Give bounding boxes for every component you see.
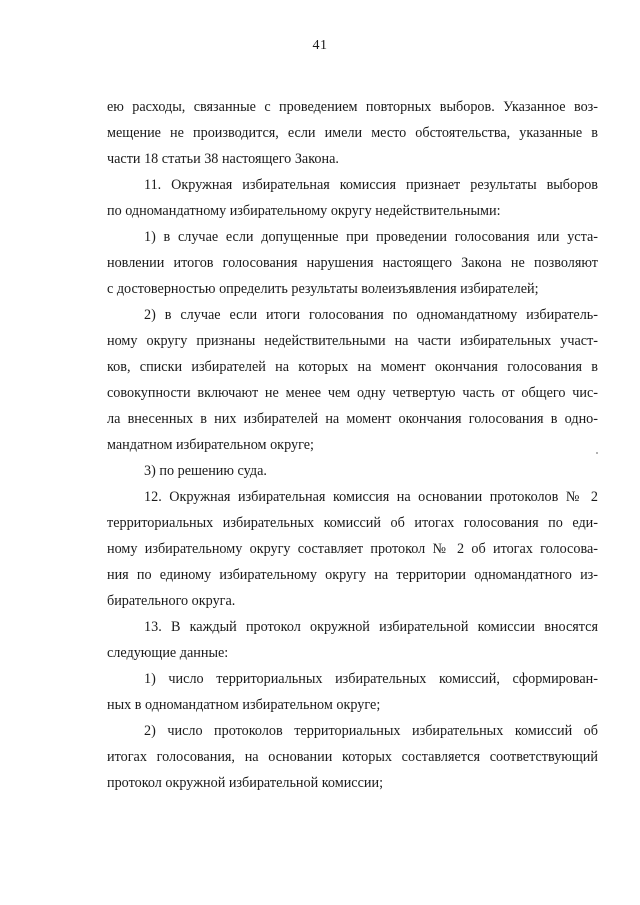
text-line: новлении итогов голосования нарушения настоящего Закона не позволяют xyxy=(107,255,598,271)
text-line: протокол окружной избирательной комиссии; xyxy=(107,775,384,791)
text-line: ею расходы, связанные с проведением повторных выборов. Указанное воз- xyxy=(107,99,598,115)
text-line: ному избирательному округу составляет протокол № 2 об итогах голосова- xyxy=(107,541,598,557)
text-line: по одномандатному избирательному округу недействительными: xyxy=(107,203,501,219)
text-line: 1) в случае если допущенные при проведении голосования или уста- xyxy=(144,229,598,245)
text-line: части 18 статьи 38 настоящего Закона. xyxy=(107,151,339,167)
text-line: территориальных избирательных комиссий об итогах голосования по еди- xyxy=(107,515,598,531)
text-line: мандатном избирательном округе; xyxy=(107,437,314,453)
text-line: ков, списки избирателей на которых на момент окончания голосования в xyxy=(107,359,598,375)
text-line: следующие данные: xyxy=(107,645,229,661)
text-line: 12. Окружная избирательная комиссия на основании протоколов № 2 xyxy=(144,489,598,505)
text-line: 2) число протоколов территориальных избирательных комиссий об xyxy=(144,723,598,739)
text-line: 1) число территориальных избирательных комиссий, сформирован- xyxy=(144,671,598,687)
text-line: 13. В каждый протокол окружной избирательной комиссии вносятся xyxy=(144,619,598,635)
text-line: итогах голосования, на основании которых составляется соответствующий xyxy=(107,749,598,765)
text-line: совокупности включают не менее чем одну четвертую часть от общего чис- xyxy=(107,385,598,401)
text-line: ла внесенных в них избирателей на момент окончания голосования в одно- xyxy=(107,411,598,427)
scan-speck xyxy=(596,452,598,454)
text-line: ния по единому избирательному округу на территории одномандатного из- xyxy=(107,567,598,583)
text-line: 3) по решению суда. xyxy=(144,463,267,479)
text-line: ному округу признаны недействительными на части избирательных участ- xyxy=(107,333,598,349)
text-line: 11. Окружная избирательная комиссия признает результаты выборов xyxy=(144,177,598,193)
text-line: мещение не производится, если имели место обстоятельства, указанные в xyxy=(107,125,598,141)
body-text xyxy=(107,94,598,796)
text-line: бирательного округа. xyxy=(107,593,236,609)
page-number: 41 xyxy=(312,38,328,53)
text-line: 2) в случае если итоги голосования по одномандатному избиратель- xyxy=(144,307,598,323)
text-line: ных в одномандатном избирательном округе; xyxy=(107,697,381,713)
text-line: с достоверностью определить результаты волеизъявления избирателей; xyxy=(107,281,539,297)
